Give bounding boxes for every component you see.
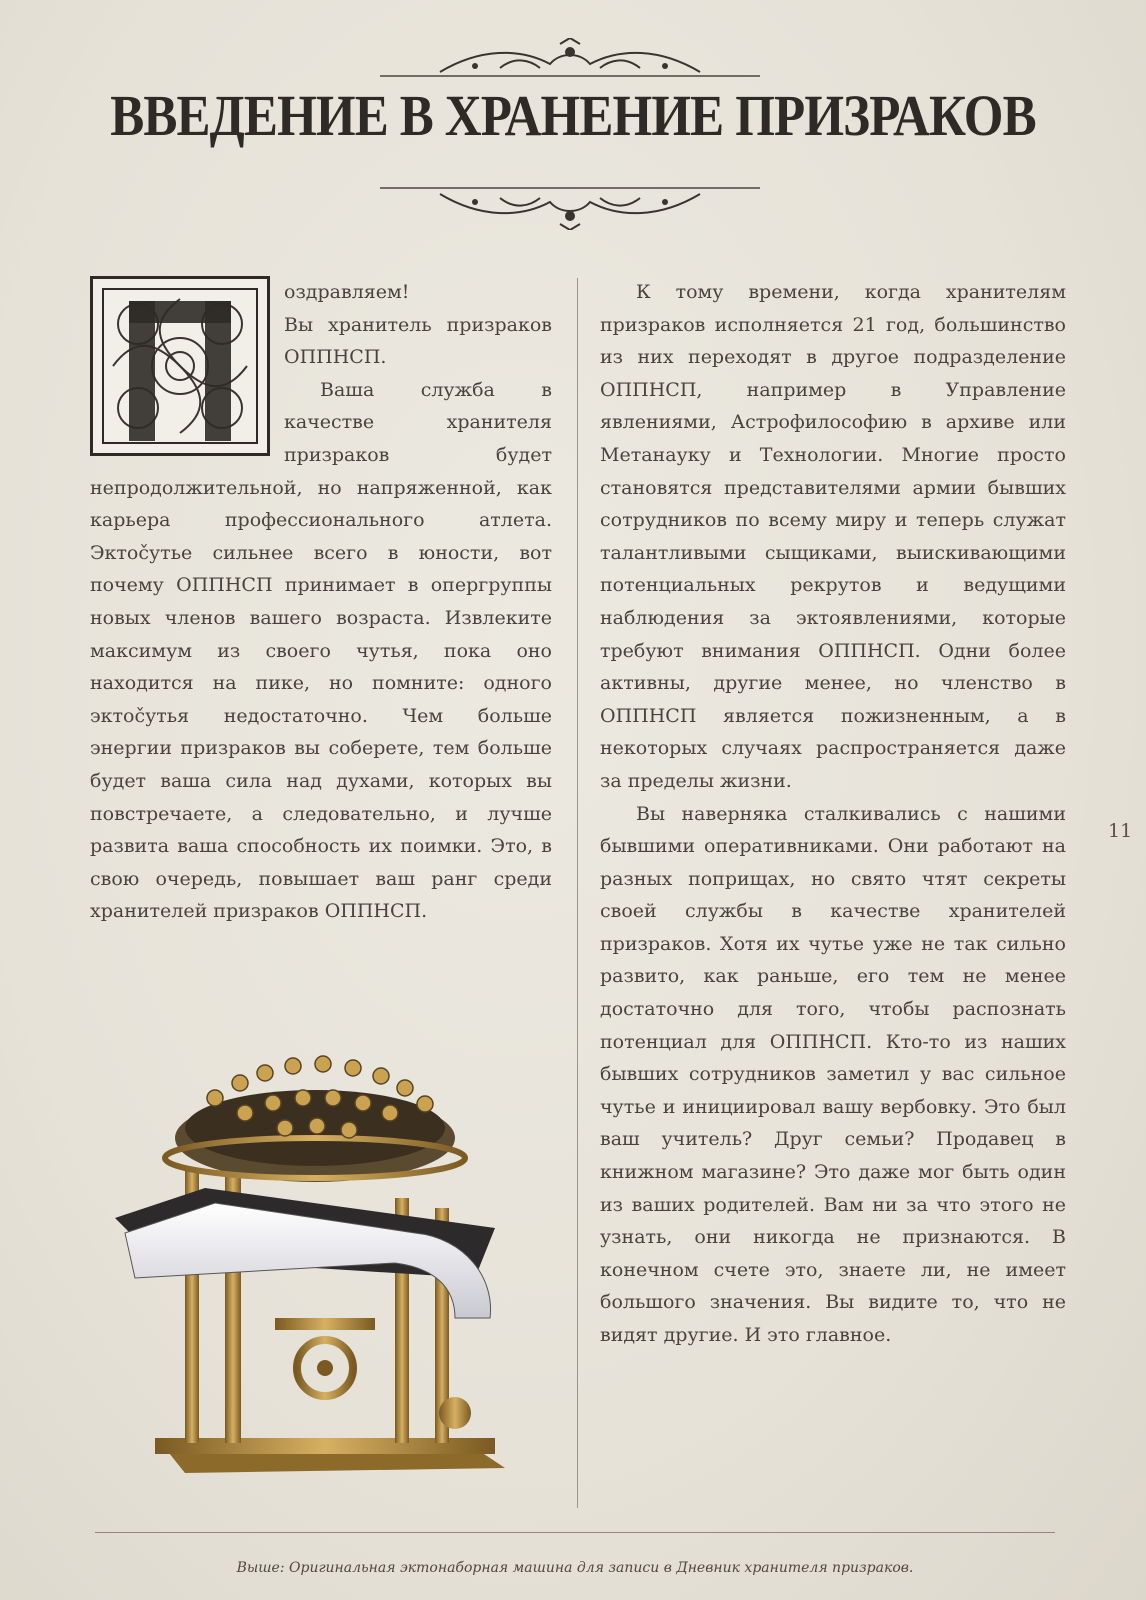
ornament-bottom — [380, 180, 760, 230]
paragraph: оздравляем! Вы хранитель призраков ОППНСП. — [284, 281, 552, 369]
column-divider — [577, 278, 578, 1508]
paragraph: Вы наверняка сталкивались с нашими бывшими оперативниками. Они работают на разных поприщах, но свято чтят секреты своей службы в качестве хранителей призраков. Хотя их чутье уже не так сильно развито, как раньше, его тем не менее достаточно для того, чтобы распознать потенциал для ОППНСП. Кто-то из наших бывших сотрудников заметил у вас сильное чутье и инициировал вашу вербовку. Это был ваш учитель? Друг семьи? Продавец в книжном магазине? Это даже мог быть один из ваших родителей. Вам ни за что этого не узнать, они никогда не признаются. В конечном счете это, знаете ли, не имеет большого значения. Вы видите то, что не видят другие. И это главное. — [600, 802, 1066, 1346]
right-column — [600, 276, 1066, 1352]
ornament-top — [380, 38, 760, 88]
drop-cap-letter: П — [171, 400, 189, 424]
typewriter-machine-illustration — [95, 1018, 535, 1490]
figure-caption: Выше: Оригинальная эктонаборная машина для записи в Дневник хранителя призраков. — [236, 1560, 914, 1576]
paragraph: К тому времени, когда хранителям призраков исполняется 21 год, большинство из них переходят в другое подразделение ОППНСП, например в Управление явлениями, Астрофилософию в архиве или Метанауку и Технологии. Многие просто становятся представителями армии бывших сотрудников по всему миру и теперь служат талантливыми сыщиками, выискивающими потенциальных рекрутов и ведущими наблюдения за эктоявлениями, которые требуют внимания ОППНСП. Одни более активны, другие менее, но членство в ОППНСП является пожизненным, а в некоторых случаях распространяется даже за пределы жизни. — [600, 281, 1066, 792]
decorative-knot-icon — [93, 279, 267, 453]
page-number: 11 — [1108, 820, 1133, 842]
drop-cap — [90, 276, 270, 456]
caption-rule — [95, 1532, 1055, 1533]
left-column — [90, 276, 552, 928]
paragraph: Ваша служба в качестве хранителя призраков будет непродолжительной, но напряженной, как карьера профессионального атлета. Эктočутье сильнее всего в юности, вот почему ОППНСП принимает в опергруппы новых членов вашего возраста. Извлеките максимум из своего чутья, пока оно находится на пике, но помните: одного эктočутья недостаточно. Чем больше энергии призраков вы соберете, тем больше будет ваша сила над духами, которых вы повстречаете, а следовательно, и лучше развита ваша способность их поимки. Это, в свою очередь, повышает ваш ранг среди хранителей призраков ОППНСП. — [90, 378, 552, 923]
page-title: ВВЕДЕНИЕ В ХРАНЕНИЕ ПРИЗРАКОВ — [110, 83, 1036, 148]
right-column-text — [600, 276, 1066, 1352]
